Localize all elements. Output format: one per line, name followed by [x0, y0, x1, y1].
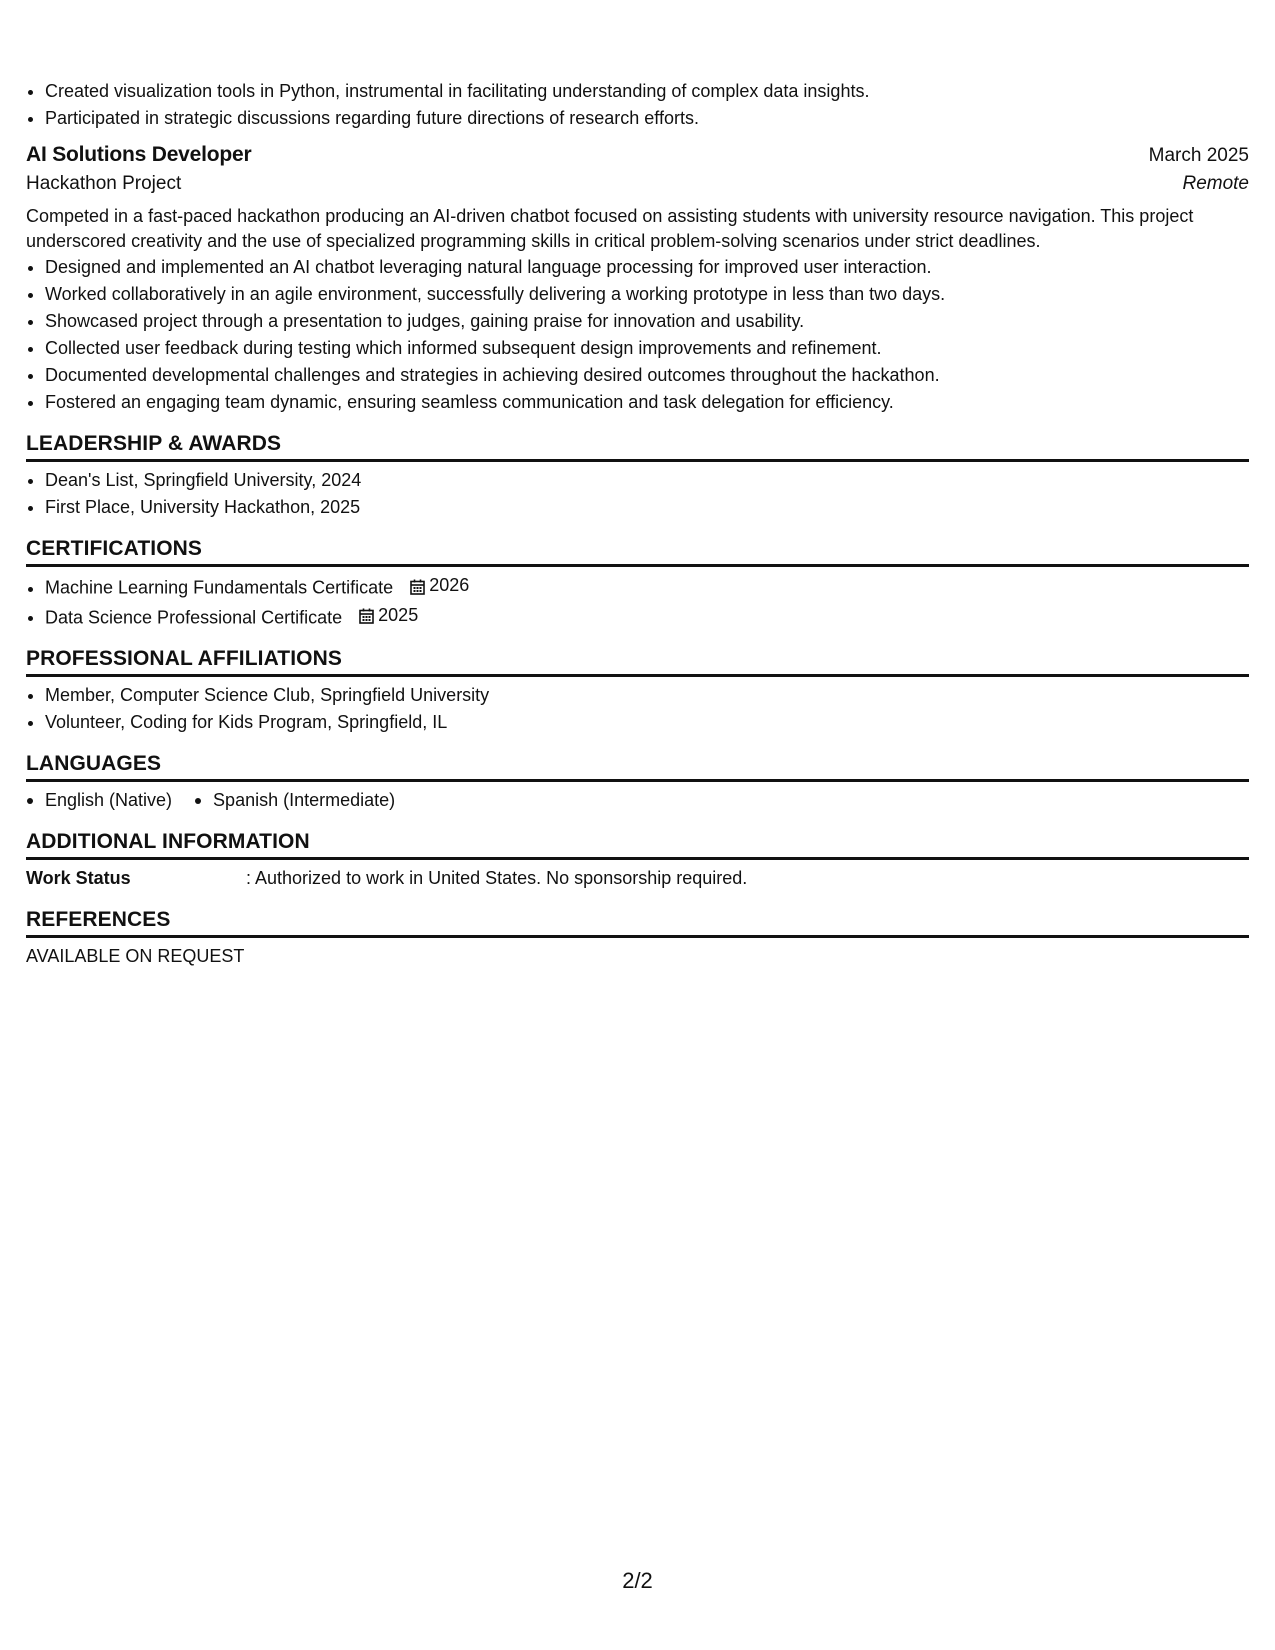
language-item — [194, 787, 395, 814]
section-title-leadership: LEADERSHIP & AWARDS — [26, 432, 1249, 462]
list-item: • Volunteer, Coding for Kids Program, Springfield, IL — [45, 709, 1249, 736]
list-item — [45, 602, 1249, 632]
section-title-affiliations: PROFESSIONAL AFFILIATIONS — [26, 647, 1249, 677]
calendar-icon — [410, 579, 425, 595]
list-item: • First Place, University Hackathon, 2025 — [45, 494, 1249, 521]
section-title-languages: LANGUAGES — [26, 752, 1249, 782]
section-title-additional: ADDITIONAL INFORMATION — [26, 830, 1249, 860]
job-organization: Hackathon Project — [26, 173, 182, 194]
job-bullets — [26, 254, 1249, 416]
job-entry — [26, 143, 1249, 416]
list-item: • Collected user feedback during testing which informed subsequent design improvements and refinement. — [45, 335, 1249, 362]
calendar-icon — [359, 608, 374, 624]
section-title-certifications: CERTIFICATIONS — [26, 537, 1249, 567]
resume-page — [26, 78, 1249, 970]
work-status-label: Work Status — [26, 868, 131, 888]
language-item — [26, 787, 172, 814]
language-label: English (Native) — [45, 790, 173, 810]
work-status-row — [26, 865, 1249, 892]
certification-date — [359, 602, 418, 629]
list-item: • Member, Computer Science Club, Springfield University — [45, 682, 1249, 709]
bullet-dot — [27, 798, 33, 804]
work-status-value: : Authorized to work in United States. No sponsorship required. — [246, 868, 748, 888]
list-item: • Participated in strategic discussions regarding future directions of research efforts. — [45, 105, 1249, 132]
list-item: • Fostered an engaging team dynamic, ensuring seamless communication and task delegation for efficiency. — [45, 389, 1249, 416]
certification-year: 2026 — [429, 575, 470, 595]
bullet-dot — [195, 798, 201, 804]
certification-year: 2025 — [378, 604, 419, 625]
section-title-references: REFERENCES — [26, 908, 1249, 938]
affiliations-list — [26, 682, 1249, 736]
list-item: • Worked collaboratively in an agile environment, successfully delivering a working prototype in less than two days. — [45, 281, 1249, 308]
language-label: Spanish (Intermediate) — [213, 790, 396, 810]
certification-name: Data Science Professional Certificate — [45, 607, 343, 627]
job-description: Competed in a fast-paced hackathon producing an AI-driven chatbot focused on assisting students with university resource navigation. This project underscored creativity and the use of specialized programming skills in critical problem-solving scenarios under strict deadlines. — [26, 206, 1194, 251]
certification-date — [410, 572, 469, 599]
list-item: • Documented developmental challenges and strategies in achieving desired outcomes throughout the hackathon. — [45, 362, 1249, 389]
languages-list — [26, 787, 1249, 814]
job-date: March 2025 — [1148, 145, 1249, 166]
list-item: • Created visualization tools in Python, instrumental in facilitating understanding of complex data insights. — [45, 78, 1249, 105]
page-number: 2/2 — [622, 1568, 653, 1593]
list-item: • Designed and implemented an AI chatbot leveraging natural language processing for improved user interaction. — [45, 254, 1249, 281]
previous-role-bullets — [26, 78, 1249, 132]
references-text: AVAILABLE ON REQUEST — [26, 946, 245, 966]
certification-name: Machine Learning Fundamentals Certificate — [45, 577, 394, 598]
list-item: • Dean's List, Springfield University, 2024 — [45, 467, 1249, 494]
list-item — [45, 572, 1249, 602]
job-location: Remote — [1182, 173, 1249, 194]
job-title: AI Solutions Developer — [26, 143, 252, 166]
list-item: • Showcased project through a presentation to judges, gaining praise for innovation and usability. — [45, 308, 1249, 335]
leadership-list — [26, 467, 1249, 521]
certifications-list — [26, 572, 1249, 631]
